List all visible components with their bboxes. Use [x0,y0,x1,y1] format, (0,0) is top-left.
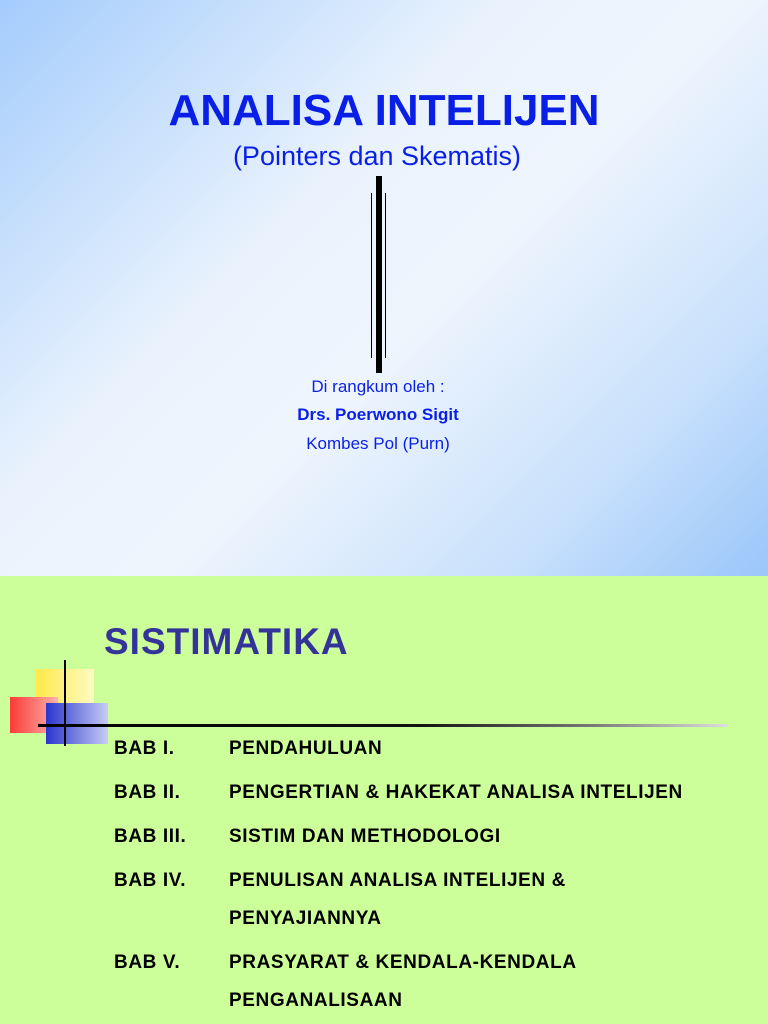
toc-item-number: BAB IV. [114,870,187,891]
toc-item-title [229,862,767,938]
toc-item-title-line: PENDAHULUAN [229,738,383,759]
toc-item-title [229,944,767,1020]
toc-item-title [229,774,767,812]
toc-item-title-line: PENULISAN ANALISA INTELIJEN & [229,870,566,891]
decorative-thin-bar-right [385,193,386,358]
decorative-horizontal-line [38,724,728,727]
toc-item-title-line: PENGERTIAN & HAKEKAT ANALISA INTELIJEN [229,782,683,803]
slide-title: ANALISA INTELIJEN [168,86,600,135]
toc-item-number: BAB III. [114,826,187,847]
toc-item-title [229,818,767,856]
outline-slide [0,576,768,1024]
toc-item-title-line: SISTIM DAN METHODOLOGI [229,826,501,847]
credit-intro: Di rangkum oleh : [311,377,445,396]
toc-item-title-line: PENGANALISAAN [229,990,403,1011]
decorative-vertical-bar [376,176,382,373]
outline-heading: SISTIMATIKA [104,621,349,662]
author-rank: Kombes Pol (Purn) [306,434,450,453]
toc-item-title [229,730,767,768]
toc-item-number: BAB II. [114,782,181,803]
author-name: Drs. Poerwono Sigit [297,405,459,424]
slide-subtitle: (Pointers dan Skematis) [232,141,522,171]
toc-item-title-line: PENYAJIANNYA [229,908,382,929]
decorative-thin-bar-left [371,193,372,358]
decorative-vertical-line [64,660,66,746]
toc-item-number: BAB V. [114,952,181,973]
toc-item-title-line: PRASYARAT & KENDALA-KENDALA [229,952,577,973]
toc-item-number: BAB I. [114,738,175,759]
